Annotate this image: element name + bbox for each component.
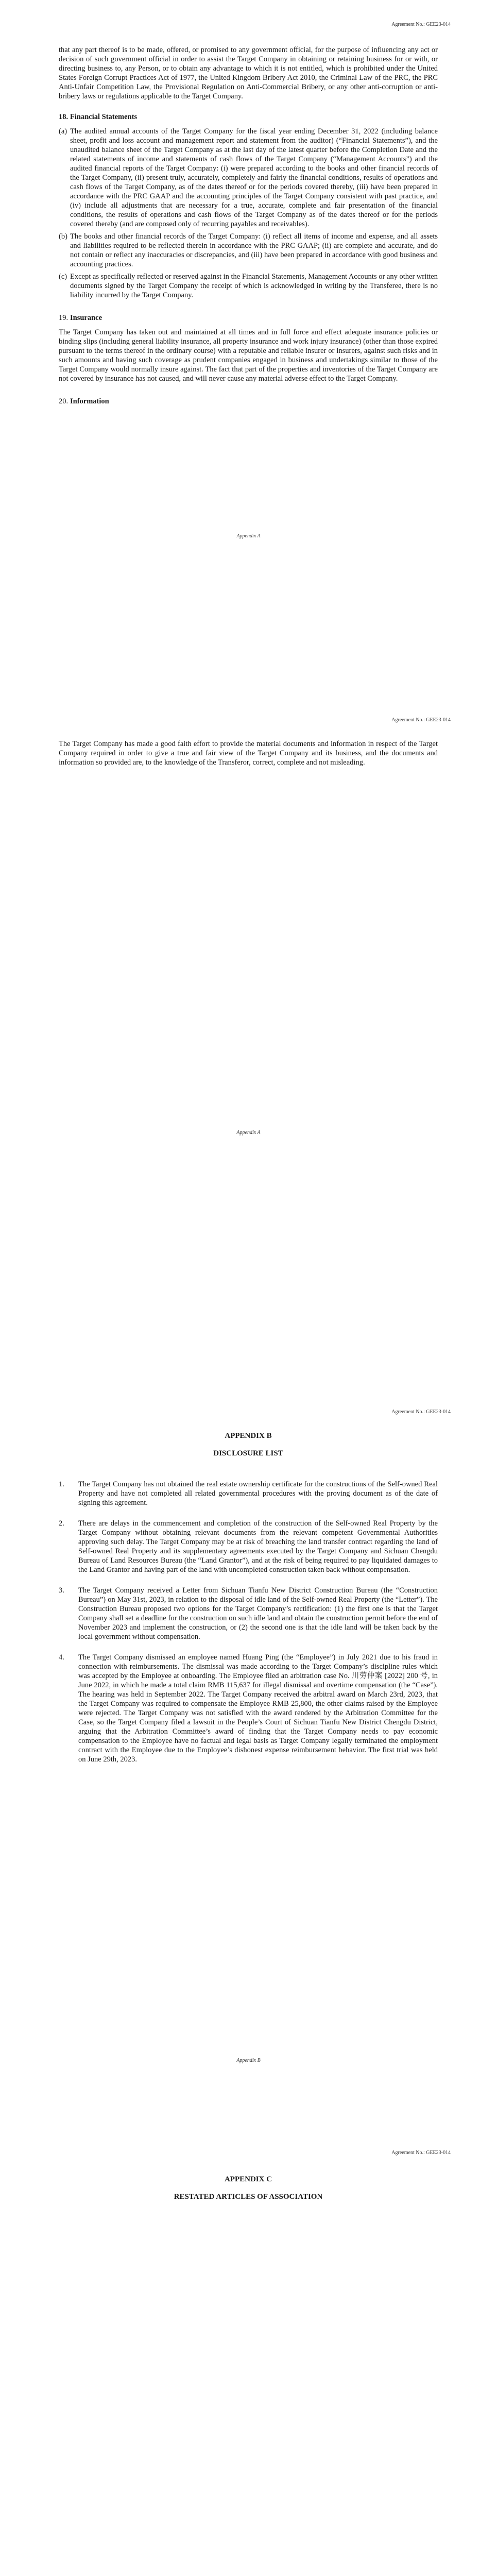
item-label: (a)	[59, 127, 67, 135]
page-1-body	[59, 45, 438, 411]
page-footer: Appendix A	[236, 1130, 261, 1136]
section-title: Financial Statements	[70, 113, 138, 121]
section-19-heading	[59, 313, 438, 323]
list-item	[59, 1519, 438, 1574]
intro-paragraph: that any part thereof is to be made, offered, or promised to any government official, for the purpose of influencing any act or decision of such government official in order to assist the Target Company in obtaining or retaining business for or with, or directing business to, any Person, or to obtain any advantage to which it is not entitled, which is prohibited under the United States Foreign Corrupt Practices Act of 1977, the United Kingdom Bribery Act 2010, the Criminal Law of the PRC, the PRC Anti-Unfair Competition Law, the Provisional Regulation on Anti-Commercial Bribery, or any other anti-corruption or anti-bribery laws or regulations applicable to the Target Company.	[59, 46, 438, 100]
page-3	[0, 1409, 497, 2153]
section-number: 18.	[59, 113, 68, 121]
item-text: The Target Company dismissed an employee named Huang Ping (the “Employee”) in July 2021 due to his fraud in connection with reimbursements. The dismissal was made according to the Target Company’s discipline rules which was accepted by the Employee at onboarding. The Employee filed an arbitration case No. 川劳仲案 [2022] 200 号, in June 2022, in which he made a total claim RMB 115,637 for illegal dismissal and overtime compensation (the “Case”). The hearing was held in September 2022. The Target Company received the arbitral award on March 23rd, 2023, that the Target Company was required to compensate the Employee RMB 25,800, the other claims raised by the Employee were rejected. The Target Company was not satisfied with the award rendered by the Arbitration Committee for the Case, so the Target Company filed a lawsuit in the People’s Court of Sichuan Tianfu New District Chengdu District, arguing that the Arbitration Committee’s award of finding that the Target Company needs to pay economic compensation to the Employee have no factual and legal basis as Target Company legally terminated the employment contract with the Employee due to the Employee’s dishonest expense reimbursement behavior. The first trial was held on June 29th, 2023.	[78, 1653, 438, 1764]
agreement-number-header: Agreement No.: GEE23-014	[391, 717, 451, 723]
list-item	[59, 232, 438, 269]
appendix-c-title: APPENDIX C	[224, 2175, 272, 2183]
restated-articles-title: RESTATED ARTICLES OF ASSOCIATION	[174, 2193, 323, 2201]
item-number: 3.	[59, 1586, 64, 1595]
insurance-paragraph: The Target Company has taken out and maintained at all times and in full force and effect adequate insurance policies or binding slips (including general liability insurance, all property insurance and work injury insurance) (other than those expired pursuant to the terms thereof in the ordinary course) with a reputable and reliable insurer or insurers, against such risks and in such amounts and having such coverage as prudent companies engaged in business and undertakings similar to those of the Target Company would normally insure against. The fact that part of the properties and inventories of the Target Company are not covered by insurance has not caused, and will never cause any material adverse effect to the Target Company.	[59, 328, 438, 383]
page-3-body	[59, 1431, 438, 1775]
item-label: (b)	[59, 232, 67, 241]
item-number: 1.	[59, 1480, 64, 1488]
page-4-body	[59, 2175, 438, 2201]
agreement-number-header: Agreement No.: GEE23-014	[391, 2150, 451, 2156]
section-number: 20.	[59, 397, 68, 405]
section-title: Information	[70, 397, 109, 405]
item-number: 2.	[59, 1519, 64, 1528]
list-item	[59, 1480, 438, 1507]
item-text: The Target Company has not obtained the real estate ownership certificate for the constructions of the Self-owned Real Property and have not completed all related governmental procedures with the proving document as of the date of signing this agreement.	[78, 1480, 438, 1507]
item-number: 4.	[59, 1653, 64, 1662]
page-4	[0, 2150, 497, 2576]
item-text: The books and other financial records of the Target Company: (i) reflect all items of income and expense, and all assets and liabilities required to be reflected therein in accordance with the PRC GAAP; (ii) are complete and accurate, and do not contain or reflect any inaccuracies or discrepancies, and (iii) have been prepared in accordance with good business and accounting practices.	[70, 232, 438, 268]
list-item	[59, 127, 438, 229]
item-label: (c)	[59, 273, 67, 281]
item-text: There are delays in the commencement and completion of the construction of the Self-owned Real Property by the Target Company without obtaining relevant documents from the relevant competent Governmental Authorities approving such delay. The Target Company may be at risk of breaching the land transfer contract regarding the land of Self-owned Real Property and its supplementary agreements executed by the Target Company and Sichuan Chengdu Bureau of Land Resources Bureau (the “Land Grantor”), and at the risk of being required to pay liquidated damages to the Land Grantor and having part of the land with uncompleted construction taken back without compensation.	[78, 1519, 438, 1574]
page-2-body	[59, 739, 438, 774]
disclosure-list-title: DISCLOSURE LIST	[213, 1449, 283, 1458]
agreement-number-header: Agreement No.: GEE23-014	[391, 1409, 451, 1415]
list-item	[59, 1586, 438, 1641]
item-text: Except as specifically reflected or reserved against in the Financial Statements, Management Accounts or any other written documents signed by the Target Company the receipt of which is acknowledged in writing by the Transferee, there is no liability incurred by the Target Company.	[70, 273, 438, 299]
section-number: 19.	[59, 314, 68, 322]
item-text: The Target Company received a Letter from Sichuan Tianfu New District Construction Bureau (the “Construction Bureau”) on May 31st, 2023, in relation to the disposal of idle land of the Self-owned Real Property (the “Letter”). The Construction Bureau proposed two options for the Target Company’s rectification: (1) the first one is that the Target Company shall set a deadline for the construction on such idle land and obtain the construction permit before the end of November 2023 and implement the construction, or (2) the second one is that the idle land will be taken back by the local government without compensation.	[78, 1586, 438, 1641]
item-text: The audited annual accounts of the Target Company for the fiscal year ending December 31, 2022 (including balance sheet, profit and loss account and management report and statement from the auditor) (“Financial Statements”), and the unaudited balance sheet of the Target Company as at the last day of the latest quarter before the Completion Date and the related statements of income and statements of cash flows of the Target Company (“Management Accounts”) and the audited financial reports of the Target Company: (i) were prepared according to the books and other financial records of the Target Company, (ii) present truly, accurately, completely and fairly the financial conditions, results of operations and cash flows of the Target Company, as of the dates thereof or for the periods covered thereby, (iii) have been prepared in accordance with the PRC GAAP and the accounting principles of the Target Company consistent with past practice, and (iv) include all adjustments that are necessary for a true, accurate, complete and fair presentation of the financial conditions, the results of operations and cash flows of the Target Company as of the dates thereof or for the periods covered thereby (and are composed only of recurring payables and receivables).	[70, 127, 438, 228]
page-footer: Appendix B	[236, 2058, 261, 2063]
page-2	[0, 718, 497, 1435]
list-item	[59, 1653, 438, 1764]
agreement-number-header: Agreement No.: GEE23-014	[391, 22, 451, 27]
section-title: Insurance	[70, 314, 102, 322]
page-footer: Appendix A	[236, 533, 261, 539]
information-paragraph: The Target Company has made a good faith effort to provide the material documents and information in respect of the Target Company required in order to give a true and fair view of the Target Company and its business, and the documents and information so provided are, to the knowledge of the Transferor, correct, complete and not misleading.	[59, 740, 438, 767]
appendix-b-title: APPENDIX B	[225, 1432, 272, 1440]
section-20-heading	[59, 397, 438, 406]
page-1	[0, 0, 497, 718]
section-18-heading	[59, 112, 438, 122]
list-item	[59, 272, 438, 300]
